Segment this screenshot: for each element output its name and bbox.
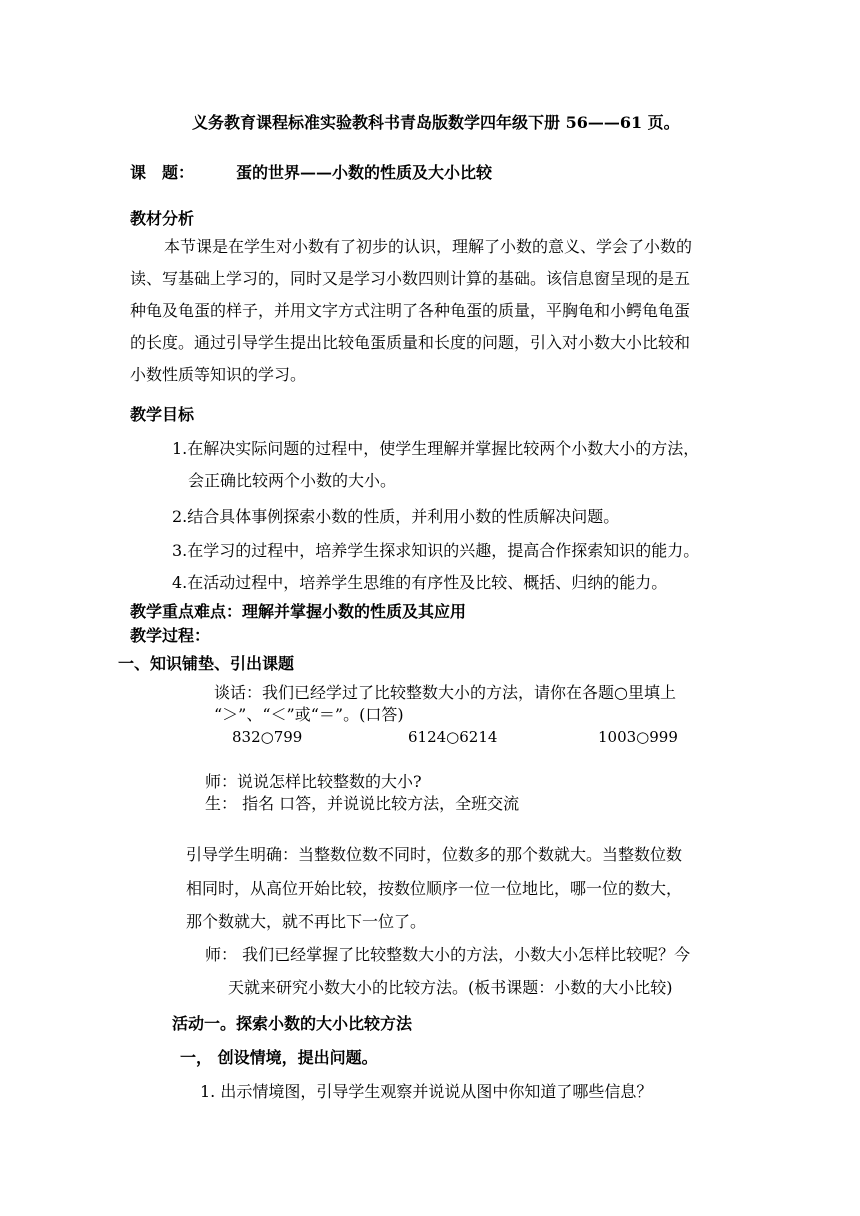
teaching-goals-heading: 教学目标 [130,405,195,424]
student-answer: 生： 指名 口答，并说说比较方法，全班交流 [205,794,520,813]
material-analysis-line: 读、写基础上学习的，同时又是学习小数四则计算的基础。该信息窗呈现的是五 [130,269,691,288]
process-heading: 教学过程： [130,626,211,645]
teacher-question: 师：说说怎样比较整数的大小? [205,772,422,791]
subsection-heading: 一， 创设情境，提出问题。 [180,1048,378,1067]
header-line: 义务教育课程标准实验教科书青岛版数学四年级下册 56——61 页。 [192,113,680,132]
topic-label: 课 题： [130,163,195,182]
goal-item: 4.在活动过程中，培养学生思维的有序性及比较、概括、归纳的能力。 [172,573,668,592]
goal-item: 1.在解决实际问题的过程中，使学生理解并掌握比较两个小数大小的方法， [172,439,700,458]
talk-line: “＞”、“＜”或“＝”。(口答) [214,705,404,724]
goal-item: 会正确比较两个小数的大小。 [188,471,397,490]
material-analysis-line: 小数性质等知识的学习。 [130,365,307,384]
exercise-item: 832○799 [232,728,303,746]
material-analysis-line: 本节课是在学生对小数有了初步的认识，理解了小数的意义、学会了小数的 [164,237,693,256]
goal-item: 3.在学习的过程中，培养学生探求知识的兴趣，提高合作探索知识的能力。 [172,541,700,560]
material-analysis-line: 种龟及龟蛋的样子，并用文字方式注明了各种龟蛋的质量，平胸龟和小鳄龟龟蛋 [130,301,691,320]
goal-item: 2.结合具体事例探索小数的性质，并利用小数的性质解决问题。 [172,507,620,526]
topic-title: 蛋的世界——小数的性质及大小比较 [236,163,493,182]
exercise-item: 6124○6214 [408,728,498,746]
talk-line: 谈话：我们已经学过了比较整数大小的方法，请你在各题○里填上 [214,683,676,702]
guide-line: 引导学生明确：当整数位数不同时，位数多的那个数就大。当整数位数 [186,845,683,864]
material-analysis-heading: 教材分析 [130,209,195,228]
section-heading: 一、知识铺垫、引出课题 [118,654,295,673]
activity-heading: 活动一。探索小数的大小比较方法 [172,1014,413,1033]
guide-line: 相同时，从高位开始比较，按数位顺序一位一位地比，哪一位的数大， [186,879,683,898]
material-analysis-line: 的长度。通过引导学生提出比较龟蛋质量和长度的问题，引入对小数大小比较和 [130,333,691,352]
step-item: 1. 出示情境图，引导学生观察并说说从图中你知道了哪些信息？ [200,1082,653,1101]
teacher-line: 师： 我们已经掌握了比较整数大小的方法，小数大小怎样比较呢？今 [205,945,691,964]
key-points-line: 教学重点难点：理解并掌握小数的性质及其应用 [130,602,467,621]
teacher-line: 天就来研究小数大小的比较方法。(板书课题：小数的大小比较) [228,978,673,997]
guide-line: 那个数就大，就不再比下一位了。 [186,912,427,931]
exercise-item: 1003○999 [598,728,678,746]
